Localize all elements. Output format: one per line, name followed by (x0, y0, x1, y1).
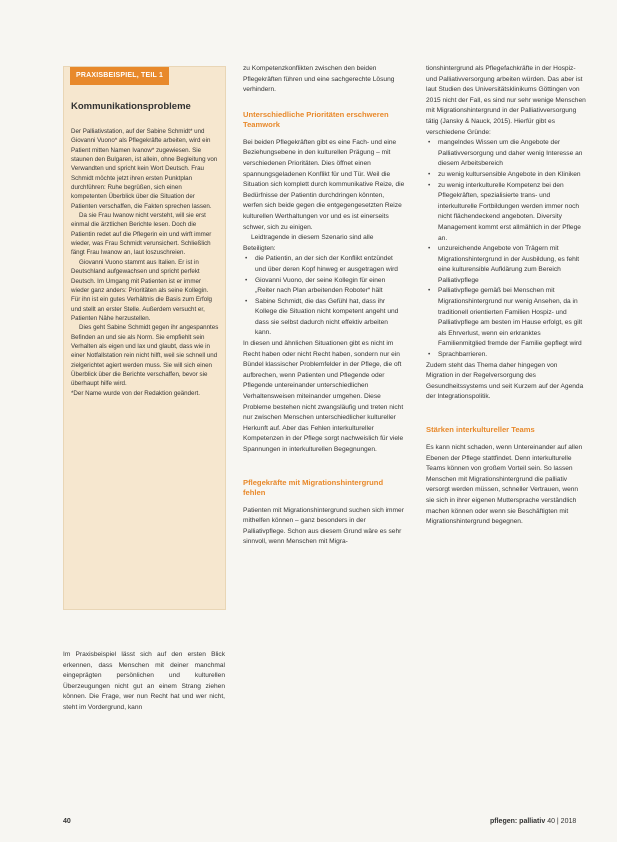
issue-number: 40 | 2018 (547, 818, 577, 825)
box-text (71, 127, 219, 398)
box-paragraph: Giovanni Vuono stammt aus Italien. Er ist in Deutschland aufgewachsen und spricht perfekt Deutsch. Im Umgang mit Patienten ist er immer wieder ganz anders: Prioritäten als seine Kollegin. Für ihn ist ein gutes Verhältnis die Basis zum Erfolg und stellt an erster Stelle. Außerdem versucht er, Patienten Nähe herzustellen. (71, 258, 213, 322)
reasons-list (426, 138, 586, 360)
list-item: • unzureichende Angebote von Trägern mit Migrationshintergrund in der Ausbildung, es fehlt eine kulturensible Aufklärung zum Bereich Palliativpflege (434, 244, 586, 286)
list-item: • Sprachbarrieren. (434, 350, 586, 361)
box-paragraph: Der Palliativstation, auf der Sabine Schmidt* und Giovanni Vuono* als Pflegekräfte arbeiten, wird ein Patient mitten Namen Ivanow* zugewiesen. Sie staunen den Bulgaren, ist allein, ohne Begleitung von Verwandten und spricht kein Wort Deutsch. Frau Schmidt möchte jetzt ihren ersten Punktplan durchführen: Ruhe begrüßen, sich einen kompetenten Überblick über die Situation der Patienten verschaffen, die Fakten sprechen lassen. (71, 128, 218, 210)
column-3-paragraph: tionshintergrund als Pflegefachkräfte in der Hospiz- und Palliativversorgung arbeiten würden. Das aber ist laut Studien des Universitätsklinikums Göttingen von 2015 nicht der Fall, es sind nur sehr wenige Menschen mit Migrationshintergrund in der Palliativversorgung tätig (Jansky & Nauck, 2015). Hierfür gibt es verschiedene Gründe: (426, 65, 586, 136)
list-item: • zu wenig kultursensible Angebote in den Kliniken (434, 170, 586, 181)
section-heading-teams: Stärken interkultureller Teams (426, 425, 535, 434)
practice-example-tag: PRAXISBEISPIEL, TEIL 1 (70, 67, 169, 85)
column-3 (426, 64, 586, 528)
column-2-intro: zu Kompetenzkonflikten zwischen den beiden Pflegekräften führen und eine sachgerechte Lösung verhindern. (243, 65, 395, 94)
journal-name: pflegen: palliativ (490, 818, 546, 825)
list-item: • Sabine Schmidt, die das Gefühl hat, dass ihr Kollege die Situation nicht kompetent angeht und dass sie selbst dadurch nicht effektiv arbeiten kann. (251, 297, 405, 339)
box-paragraph: Da sie Frau Iwanow nicht versteht, will sie erst einmal die ärztlichen Berichte lesen. Doch die Patientin redet auf die Pflegerin ein und wirft immer wieder, was Frau Schmidt verunsichert. Schließlich fängt Frau Iwanow an, laut loszuschreien. (71, 212, 212, 257)
column-2-paragraph: In diesen und ähnlichen Situationen gibt es nicht im Recht haben oder nicht Recht haben, sondern nur ein Bündel klassischer Problemfelder in der Pflege, die oft aufbrechen, wenn Patienten und Pflegende oder Pflegende untereinander unterschiedlichen Verhaltensweisen miteinander umgehen. Diese Probleme bestehen nicht zwangsläufig und treten nicht nur zwischen Menschen unterschiedlicher kultureller Herkunft auf. Aber das Fehlen interkultureller Kompetenzen in der Pflege sorgt nachweislich für viele Spannungen in interkulturellen Begegnungen. (243, 340, 404, 453)
column-2-paragraph: Patienten mit Migrationshintergrund suchen sich immer mithelfen können – ganz besonders in der Palliativpflege. Schon aus diesem Grund wäre es sehr sinnvoll, wenn Menschen mit Migra- (243, 506, 404, 546)
column-2-paragraph: Leidtragende in diesem Szenario sind alle Beteiligten: (243, 234, 374, 252)
page-number: 40 (63, 818, 71, 825)
list-item: • zu wenig interkulturelle Kompetenz bei den Pflegekräften, spezialisierte trans- und interkulturelle Fortbildungen werden immer noch nicht flächendeckend angeboten. Diversity Management kommt erst allmählich in der Pflege an. (434, 181, 586, 245)
list-item: • Palliativpflege gemäß bei Menschen mit Migrationshintergrund nur wenig Ansehen, da in traditionell orientierten Familien Hospiz- und Palliativpflege am besten im Hause erfolgt, es gilt als Ehrverlust, wenn ein erkranktes Familienmitglied fremde der Familie gepflegt wird (434, 286, 586, 350)
section-heading-priorities: Unterschiedliche Prioritäten erschweren Teamwork (243, 109, 389, 129)
section-heading-migration: Pflegekräfte mit Migrationshintergrund fehlen (243, 477, 384, 497)
list-item: • mangelndes Wissen um die Angebote der Palliativversorgung und daher wenig Interesse an diesem Arbeitsbereich (434, 138, 586, 170)
column-3-paragraph: Es kann nicht schaden, wenn Untereinander auf allen Ebenen der Pflege stattfindet. Denn interkulturelle Teams können von großem Vorteil sein. So lassen Menschen mit Migrationshintergrund die palliativ versorgt werden müssen, schneller Vertrauen, wenn sie sich in ihrer eigenen Muttersprache verständlich machen können oder wenn sie Beschäftigten mit Migrationshintergrund begegnen. (426, 444, 583, 526)
stakeholder-list (243, 254, 405, 339)
column-2 (243, 64, 405, 548)
box-footnote: *Der Name wurde von der Redaktion geändert. (71, 389, 200, 397)
list-item: • Giovanni Vuono, der seine Kollegin für einen „Reiter nach Plan arbeitenden Roboter“ hält (251, 276, 405, 297)
column-2-paragraph: Bei beiden Pflegekräften gibt es eine Fach- und eine Beziehungsebene in den kulturellen Prägung – mit verschiedenen Prioritäten. Dies öffnet einen spannungsgeladenen Konflikt für und Tür. Weil die Situation sich komplett durch kommunikative Reize, die Bedürfnisse der Patientin durchdringen könnten, werfen sich beide gegen die entgegengesetzten Reize kulturellen Werthaltungen vor und es ist einerseits schwer, sich zu einigen. (243, 138, 405, 231)
column-3-paragraph: Zudem steht das Thema daher hingegen von Migration in der Regelversorgung des Gesundheitssystems und seit Kurzem auf der Agenda der Integrationspolitik. (426, 361, 584, 401)
column-1-text: Im Praxisbeispiel lässt sich auf den ersten Blick erkennen, dass Menschen mit deiner manchmal eingeprägten persönlichen und kulturellen Überzeugungen nicht gut an einem Strang ziehen können. Die Frage, wer nun Recht hat und wer nicht, steht im Vordergrund, kann (63, 651, 225, 711)
box-paragraph: Dies geht Sabine Schmidt gegen ihr angespanntes Befinden an und sie als Norm. Sie empfiehlt sein Verhalten als eigen und lax und glaubt, dass wie in einer Notfallstation rein nicht hilft, weil sie schnell und zielgerichtet agiert werden muss. Sie will sich einen Überblick über die Berichte verschaffen, bevor sie überhaupt hilfe wird. (71, 324, 219, 388)
practice-example-box (63, 66, 226, 610)
journal-folio (490, 818, 576, 825)
box-title: Kommunikationsprobleme (71, 101, 191, 112)
list-item: • die Patientin, an der sich der Konflikt entzündet und über deren Kopf hinweg er ausgetragen wird (251, 254, 405, 275)
